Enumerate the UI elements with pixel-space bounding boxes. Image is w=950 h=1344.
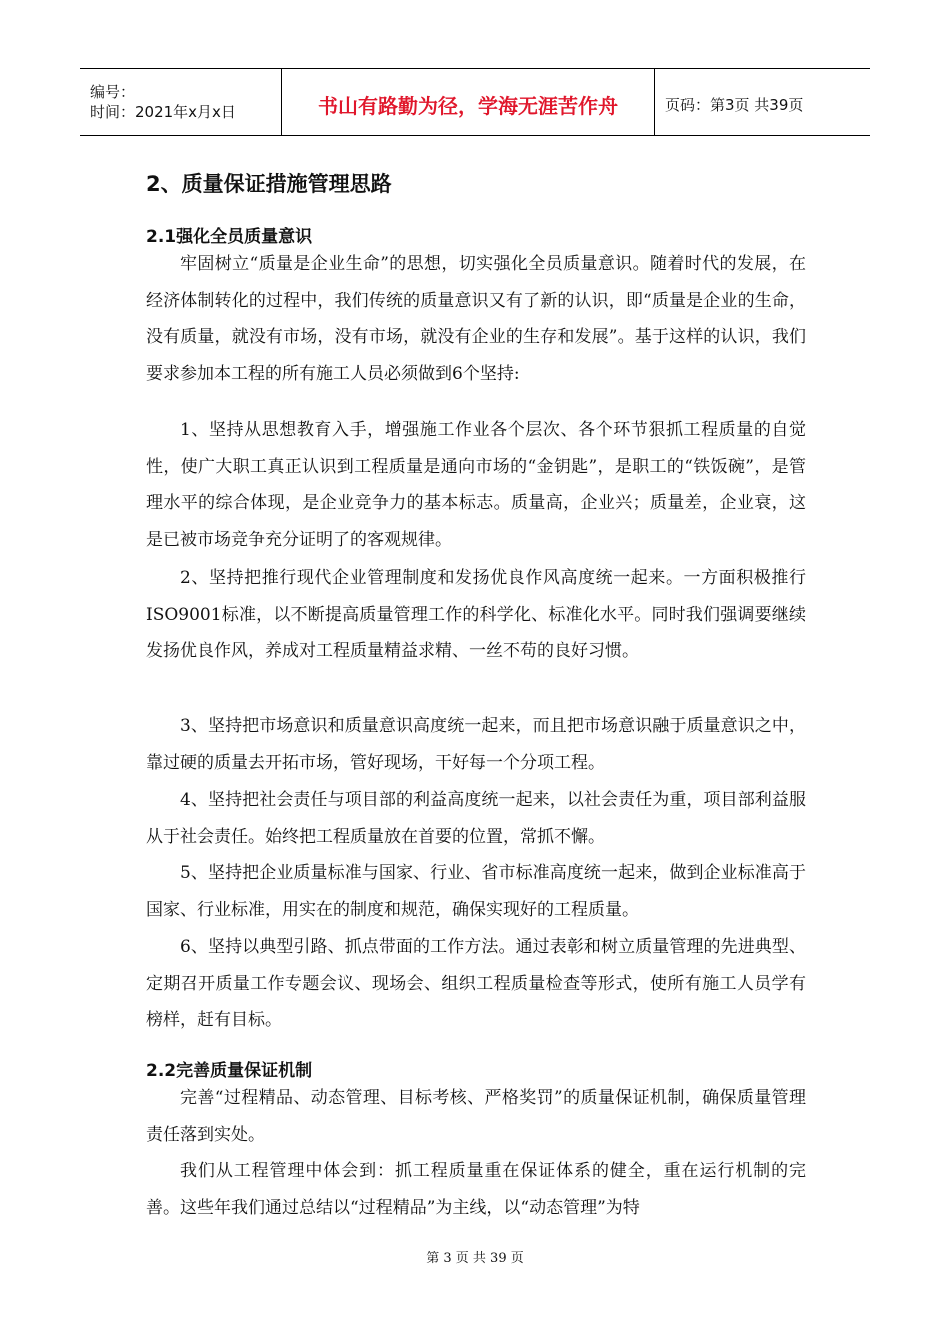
paragraph-intro: 牢固树立“质量是企业生命”的思想，切实强化全员质量意识。随着时代的发展，在经济体制转化的过程中，我们传统的质量意识又有了新的认识，即“质量是企业的生命，没有质量，就没有市场，没有市场，就没有企业的生存和发展”。基于这样的认识，我们要求参加本工程的所有施工人员必须做到6个坚持: (146, 254, 806, 385)
header-motto: 书山有路勤为径，学海无涯苦作舟 (318, 93, 618, 118)
header-date: 时间：2021年x月x日 (90, 103, 236, 121)
header-number: 编号： (90, 83, 136, 101)
paragraph-item-1: 1、坚持从思想教育入手，增强施工作业各个层次、各个环节狠抓工程质量的自觉性，使广大职工真正认识到工程质量是通向市场的“金钥匙”，是职工的“铁饭碗”，是管理水平的综合体现，是企业竞争力的基本标志。质量高，企业兴；质量差，企业衰，这是已被市场竞争充分证明了的客观规律。 (146, 420, 806, 551)
header-meta (80, 69, 282, 135)
paragraph-item-5: 5、坚持把企业质量标准与国家、行业、省市标准高度统一起来，做到企业标准高于国家、行业标准，用实在的制度和规范，确保实现好的工程质量。 (146, 863, 806, 920)
header-page-cell (655, 69, 870, 135)
subsection-title-2-1: 2.1强化全员质量意识 (146, 227, 313, 247)
paragraph-mechanism-2: 我们从工程管理中体会到：抓工程质量重在保证体系的健全，重在运行机制的完善。这些年我们通过总结以“过程精品”为主线，以“动态管理”为特 (146, 1161, 806, 1218)
page-header (80, 68, 870, 136)
paragraph-item-6: 6、坚持以典型引路、抓点带面的工作方法。通过表彰和树立质量管理的先进典型、定期召开质量工作专题会议、现场会、组织工程质量检查等形式，使所有施工人员学有榜样，赶有目标。 (146, 937, 806, 1031)
paragraph-mechanism-1: 完善“过程精品、动态管理、目标考核、严格奖罚”的质量保证机制，确保质量管理责任落到实处。 (146, 1088, 806, 1145)
paragraph-item-4: 4、坚持把社会责任与项目部的利益高度统一起来，以社会责任为重，项目部利益服从于社会责任。始终把工程质量放在首要的位置，常抓不懈。 (146, 790, 806, 847)
header-motto-cell (282, 69, 655, 135)
section-title: 2、质量保证措施管理思路 (146, 172, 392, 196)
subsection-title-2-2: 2.2完善质量保证机制 (146, 1061, 313, 1081)
header-page-number: 页码：第3页 共39页 (665, 95, 804, 114)
page-footer: 第 3 页 共 39 页 (426, 1251, 524, 1266)
paragraph-item-3: 3、坚持把市场意识和质量意识高度统一起来，而且把市场意识融于质量意识之中，靠过硬的质量去开拓市场，管好现场，干好每一个分项工程。 (146, 716, 806, 773)
paragraph-item-2: 2、坚持把推行现代企业管理制度和发扬优良作风高度统一起来。一方面积极推行ISO9001标准，以不断提高质量管理工作的科学化、标准化水平。同时我们强调要继续发扬优良作风，养成对工程质量精益求精、一丝不苟的良好习惯。 (146, 568, 806, 662)
